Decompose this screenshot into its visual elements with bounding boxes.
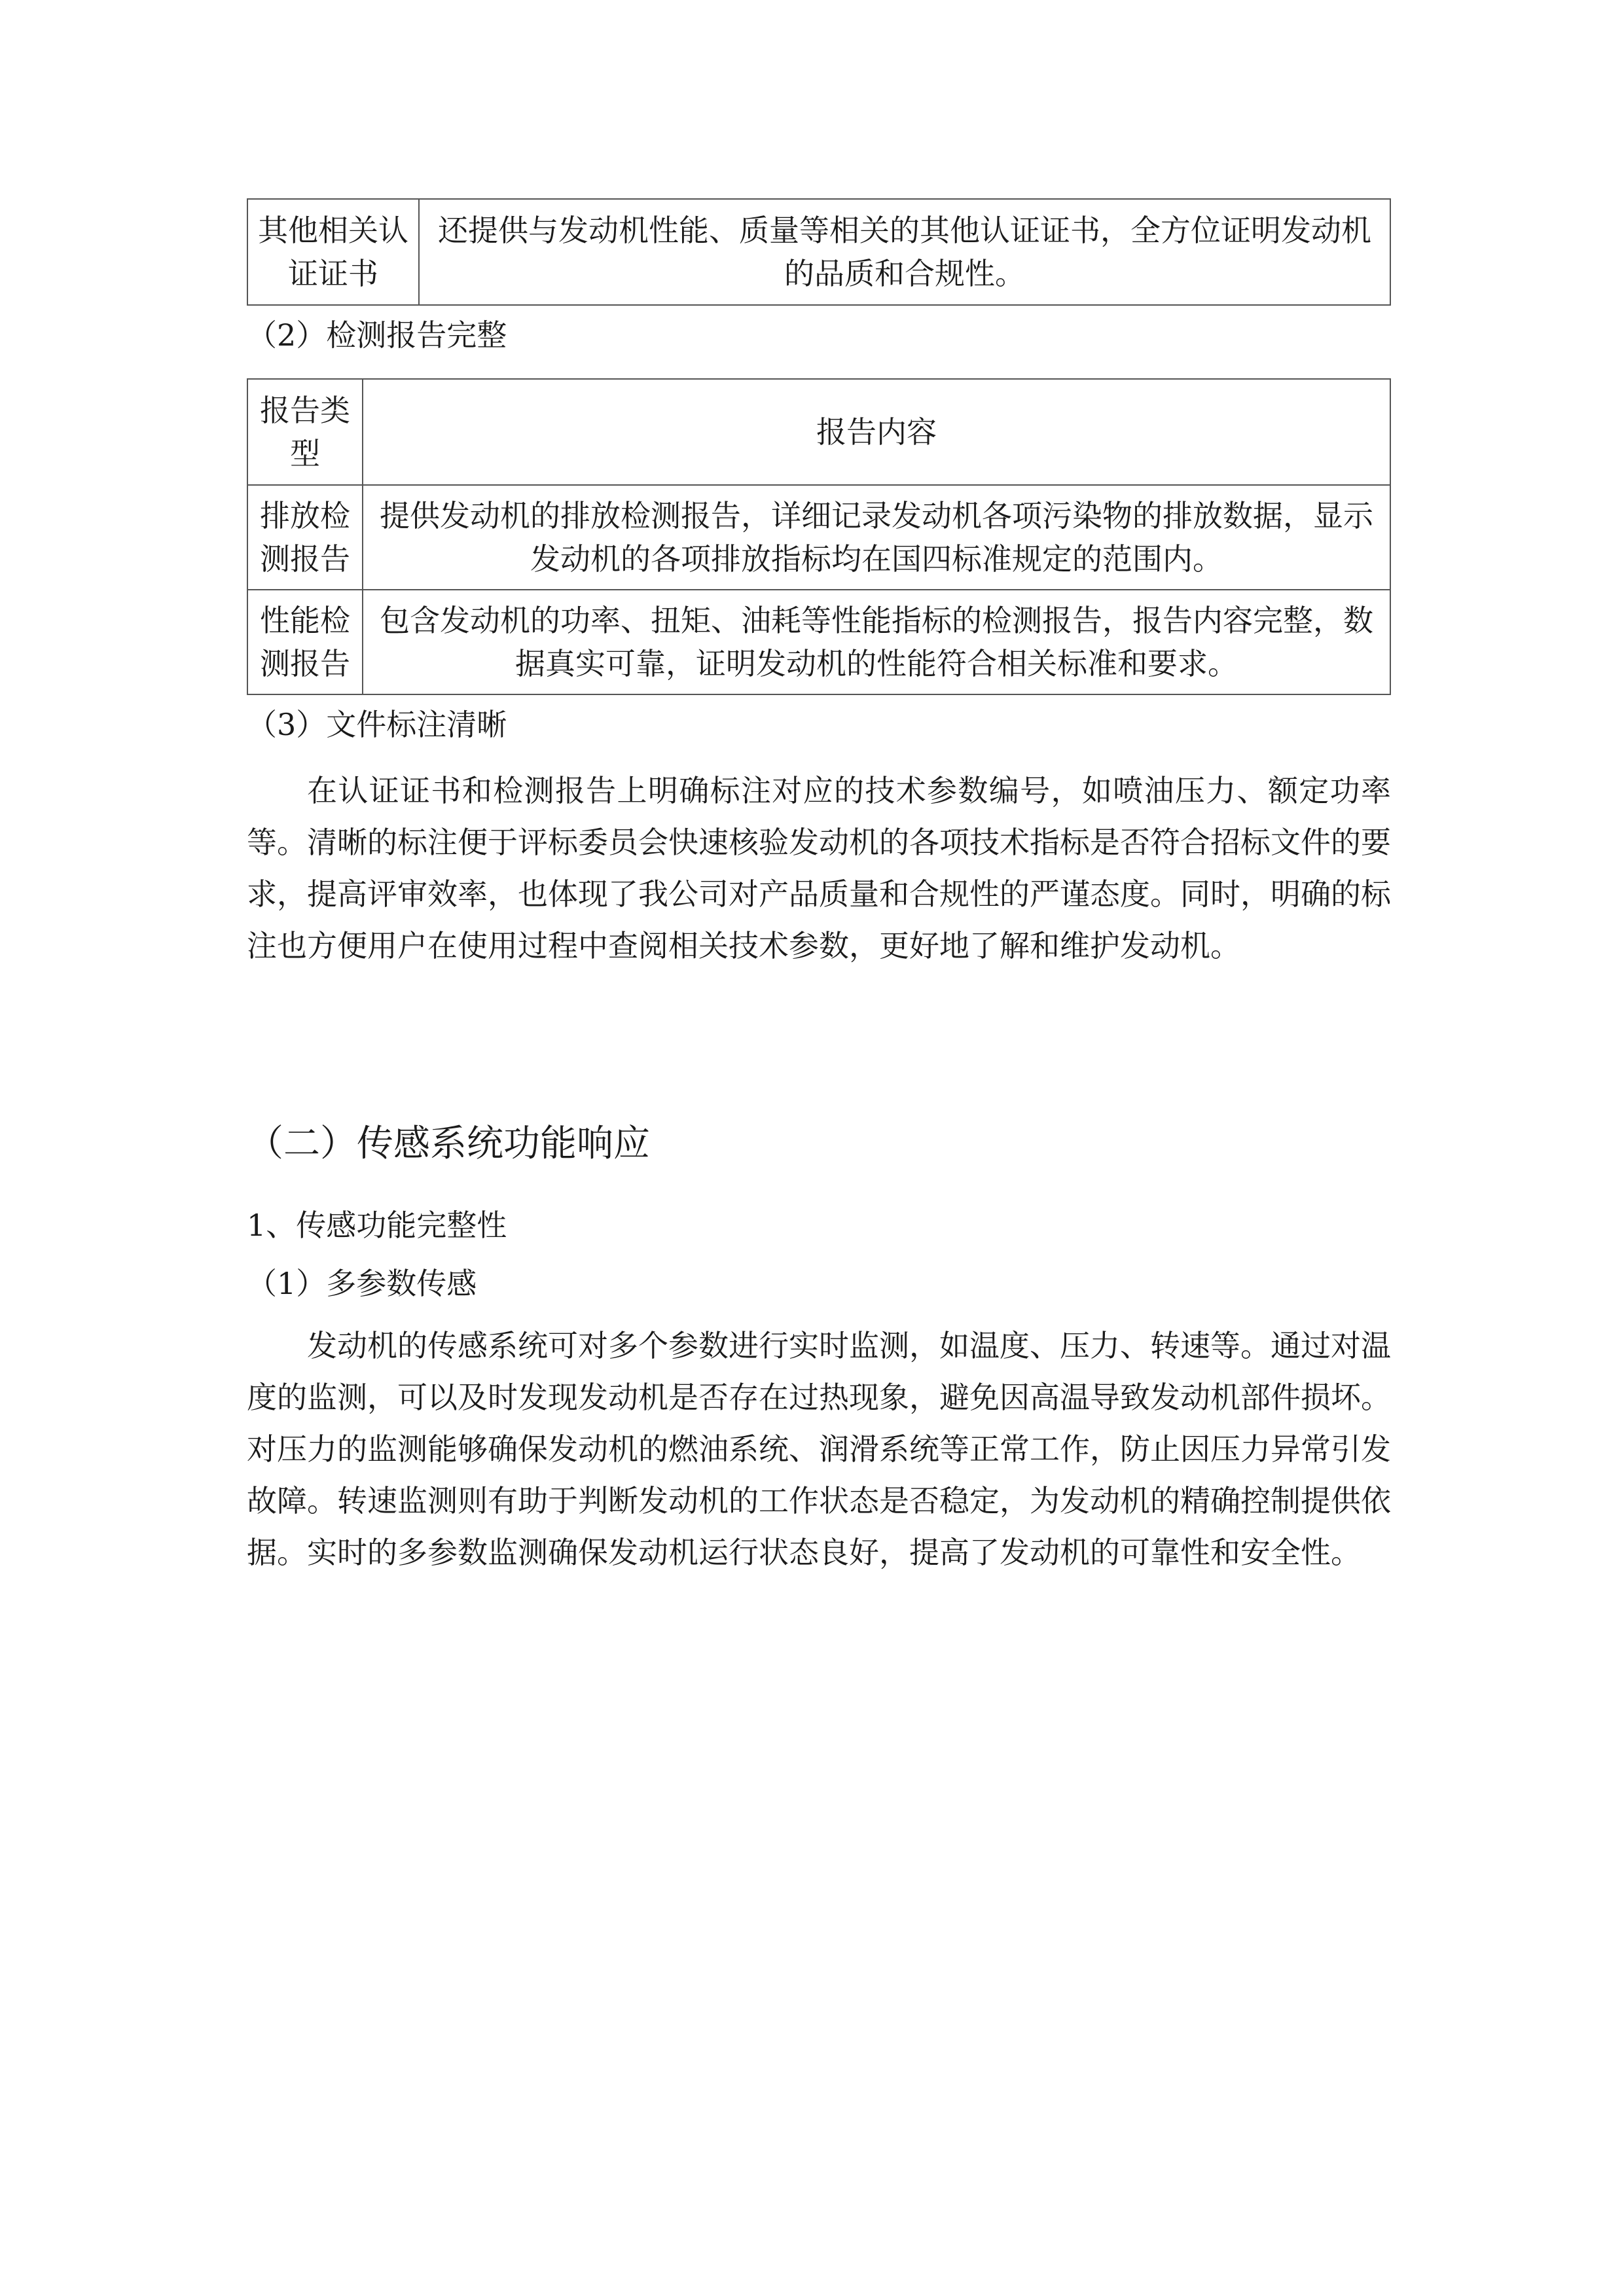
item-heading-sensing-completeness: 1、传感功能完整性 (247, 1208, 507, 1243)
section-heading-sensing-system: （二）传感系统功能响应 (247, 1122, 650, 1165)
table-cell-type: 性能检测报告 (247, 590, 363, 694)
subheading-report-complete: （2）检测报告完整 (247, 317, 507, 353)
table-cell-type: 排放检测报告 (247, 485, 363, 590)
certificate-table (247, 198, 1391, 306)
table-header-content: 报告内容 (363, 379, 1390, 485)
subheading-multi-parameter: （1）多参数传感 (247, 1266, 477, 1301)
table-header-type: 报告类型 (247, 379, 363, 485)
table-cell-content: 提供发动机的排放检测报告，详细记录发动机各项污染物的排放数据，显示发动机的各项排放指标均在国四标准规定的范围内。 (363, 485, 1390, 590)
paragraph-multi-parameter: 发动机的传感系统可对多个参数进行实时监测，如温度、压力、转速等。通过对温度的监测，可以及时发现发动机是否存在过热现象，避免因高温导致发动机部件损坏。对压力的监测能够确保发动机的燃油系统、润滑系统等正常工作，防止因压力异常引发故障。转速监测则有助于判断发动机的工作状态是否稳定，为发动机的精确控制提供依据。实时的多参数监测确保发动机运行状态良好，提高了发动机的可靠性和安全性。 (247, 1328, 1391, 1570)
table-row (247, 485, 1390, 590)
table-row (247, 590, 1390, 694)
table-header-row (247, 379, 1390, 485)
table-cell-content: 包含发动机的功率、扭矩、油耗等性能指标的检测报告，报告内容完整，数据真实可靠，证明发动机的性能符合相关标准和要求。 (363, 590, 1390, 694)
report-table (247, 378, 1391, 695)
paragraph-labeling: 在认证证书和检测报告上明确标注对应的技术参数编号，如喷油压力、额定功率等。清晰的标注便于评标委员会快速核验发动机的各项技术指标是否符合招标文件的要求，提高评审效率，也体现了我公司对产品质量和合规性的严谨态度。同时，明确的标注也方便用户在使用过程中查阅相关技术参数，更好地了解和维护发动机。 (247, 773, 1391, 963)
subheading-labeling-clear: （3）文件标注清晰 (247, 707, 507, 742)
table-cell-content: 还提供与发动机性能、质量等相关的其他认证证书，全方位证明发动机的品质和合规性。 (419, 199, 1390, 305)
table-row (247, 199, 1390, 305)
table-cell-type: 其他相关认证证书 (247, 199, 419, 305)
